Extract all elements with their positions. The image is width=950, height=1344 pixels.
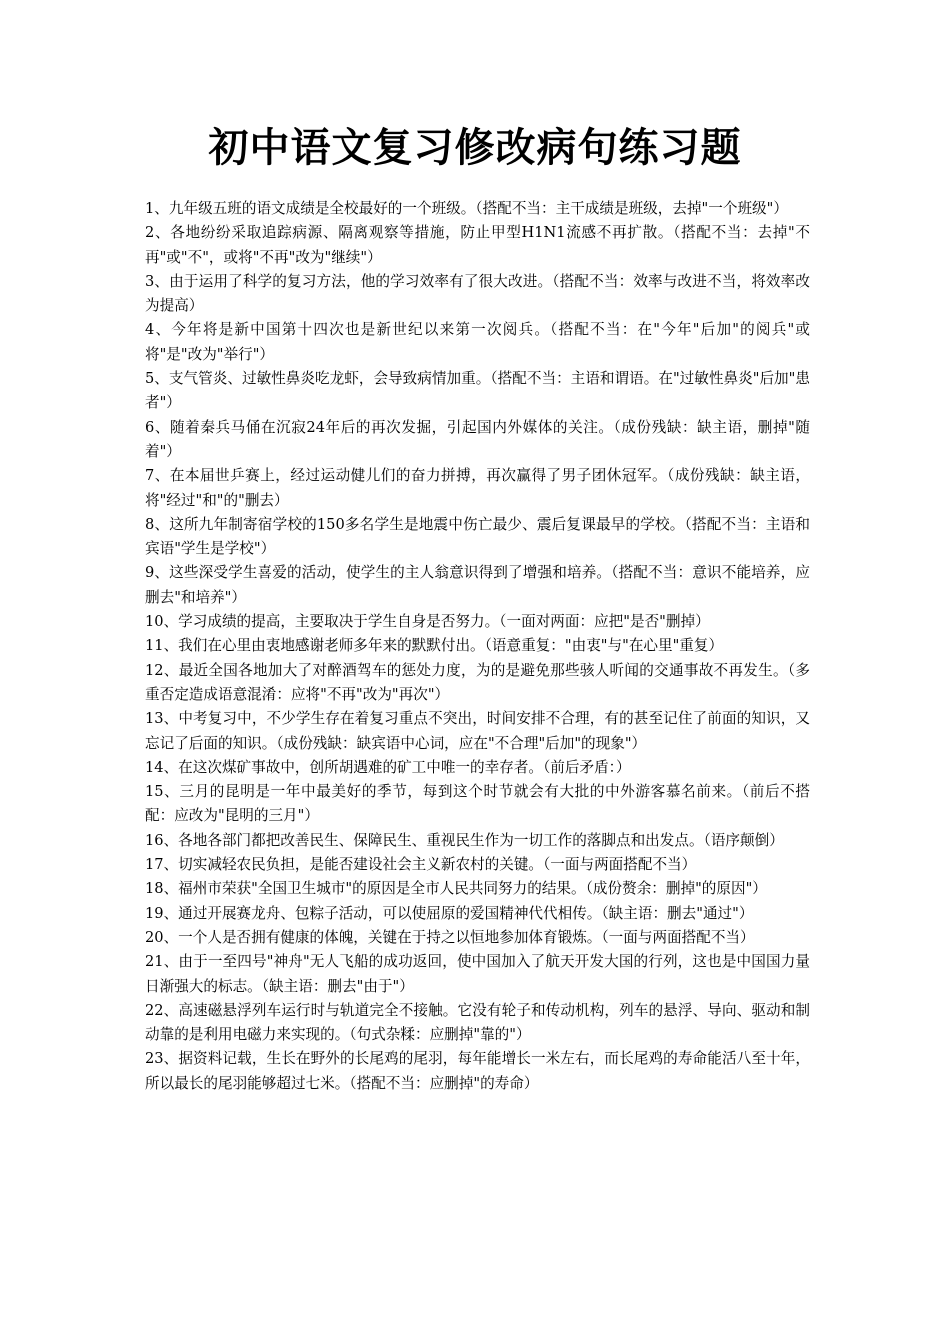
list-item: 13、中考复习中，不少学生存在着复习重点不突出，时间安排不合理，有的甚至记住了前面的知识，又忘记了后面的知识。（成份残缺：缺宾语中心词，应在"不合理"后加"的现象"）	[145, 710, 810, 752]
list-item: 1、九年级五班的语文成绩是全校最好的一个班级。（搭配不当：主干成绩是班级，去掉"一个班级"）	[145, 200, 788, 217]
page-title: 初中语文复习修改病句练习题	[208, 124, 742, 171]
list-item: 6、随着秦兵马俑在沉寂24年后的再次发掘，引起国内外媒体的关注。（成份残缺：缺主语，删掉"随着"）	[145, 418, 810, 460]
list-item: 4、今年将是新中国第十四次也是新世纪以来第一次阅兵。（搭配不当：在"今年"后加"的阅兵"或将"是"改为"举行"）	[145, 321, 810, 363]
list-item: 5、支气管炎、过敏性鼻炎吃龙虾，会导致病情加重。（搭配不当：主语和谓语。在"过敏性鼻炎"后加"患者"）	[145, 370, 810, 412]
list-item: 11、我们在心里由衷地感谢老师多年来的默默付出。（语意重复："由衷"与"在心里"重复）	[145, 637, 724, 655]
list-item: 15、三月的昆明是一年中最美好的季节，每到这个时节就会有大批的中外游客慕名前来。（前后不搭配：应改为"昆明的三月"）	[145, 783, 810, 825]
list-item: 14、在这次煤矿事故中，创所胡遇难的矿工中唯一的幸存者。（前后矛盾：）	[145, 758, 631, 776]
list-item: 9、这些深受学生喜爱的活动，使学生的主人翁意识得到了增强和培养。（搭配不当：意识不能培养，应删去"和培养"）	[145, 564, 810, 606]
list-item: 21、由于一至四号"神舟"无人飞船的成功返回，使中国加入了航天开发大国的行列，这也是中国国力量日渐强大的标志。（缺主语：删去"由于"）	[145, 953, 810, 995]
list-item: 8、这所九年制寄宿学校的150多名学生是地震中伤亡最少、震后复课最早的学校。（搭配不当：主语和宾语"学生是学校"）	[145, 515, 810, 558]
list-item: 3、由于运用了科学的复习方法，他的学习效率有了很大改进。（搭配不当：效率与改进不当，将效率改为提高）	[145, 272, 810, 315]
list-item: 20、一个人是否拥有健康的体魄，关键在于持之以恒地参加体育锻炼。（一面与两面搭配不当）	[145, 928, 755, 946]
list-item: 17、切实减轻农民负担，是能否建设社会主义新农村的关键。（一面与两面搭配不当）	[145, 856, 697, 874]
list-item: 22、高速磁悬浮列车运行时与轨道完全不接触。它没有轮子和传动机构，列车的悬浮、导向、驱动和制动靠的是利用电磁力来实现的。（句式杂糅：应删掉"靠的"）	[145, 1001, 810, 1044]
list-item: 23、据资料记载，生长在野外的长尾鸡的尾羽，每年能增长一米左右，而长尾鸡的寿命能活八至十年，所以最长的尾羽能够超过七米。（搭配不当：应删掉"的寿命）	[145, 1050, 810, 1092]
list-item: 2、各地纷纷采取追踪病源、隔离观察等措施，防止甲型H1N1流感不再扩散。（搭配不当：去掉"不再"或"不"，或将"不再"改为"继续"）	[145, 224, 810, 266]
list-item: 10、学习成绩的提高，主要取决于学生自身是否努力。（一面对两面：应把"是否"删掉）	[145, 613, 710, 631]
list-item: 19、通过开展赛龙舟、包粽子活动，可以使屈原的爱国精神代代相传。（缺主语：删去"通过"）	[145, 904, 754, 922]
exercise-list	[145, 197, 810, 1096]
list-item: 7、在本届世乒赛上，经过运动健儿们的奋力拼搏，再次赢得了男子团休冠军。（成份残缺：缺主语，将"经过"和"的"删去）	[145, 467, 810, 509]
list-item: 16、各地各部门都把改善民生、保障民生、重视民生作为一切工作的落脚点和出发点。（语序颠倒）	[145, 831, 784, 849]
list-item: 12、最近全国各地加大了对醉酒驾车的惩处力度，为的是避免那些骇人听闻的交通事故不再发生。（多重否定造成语意混淆：应将"不再"改为"再次"）	[145, 661, 810, 703]
list-item: 18、福州市荣获"全国卫生城市"的原因是全市人民共同努力的结果。（成份赘余：删掉"的原因"）	[145, 880, 767, 898]
